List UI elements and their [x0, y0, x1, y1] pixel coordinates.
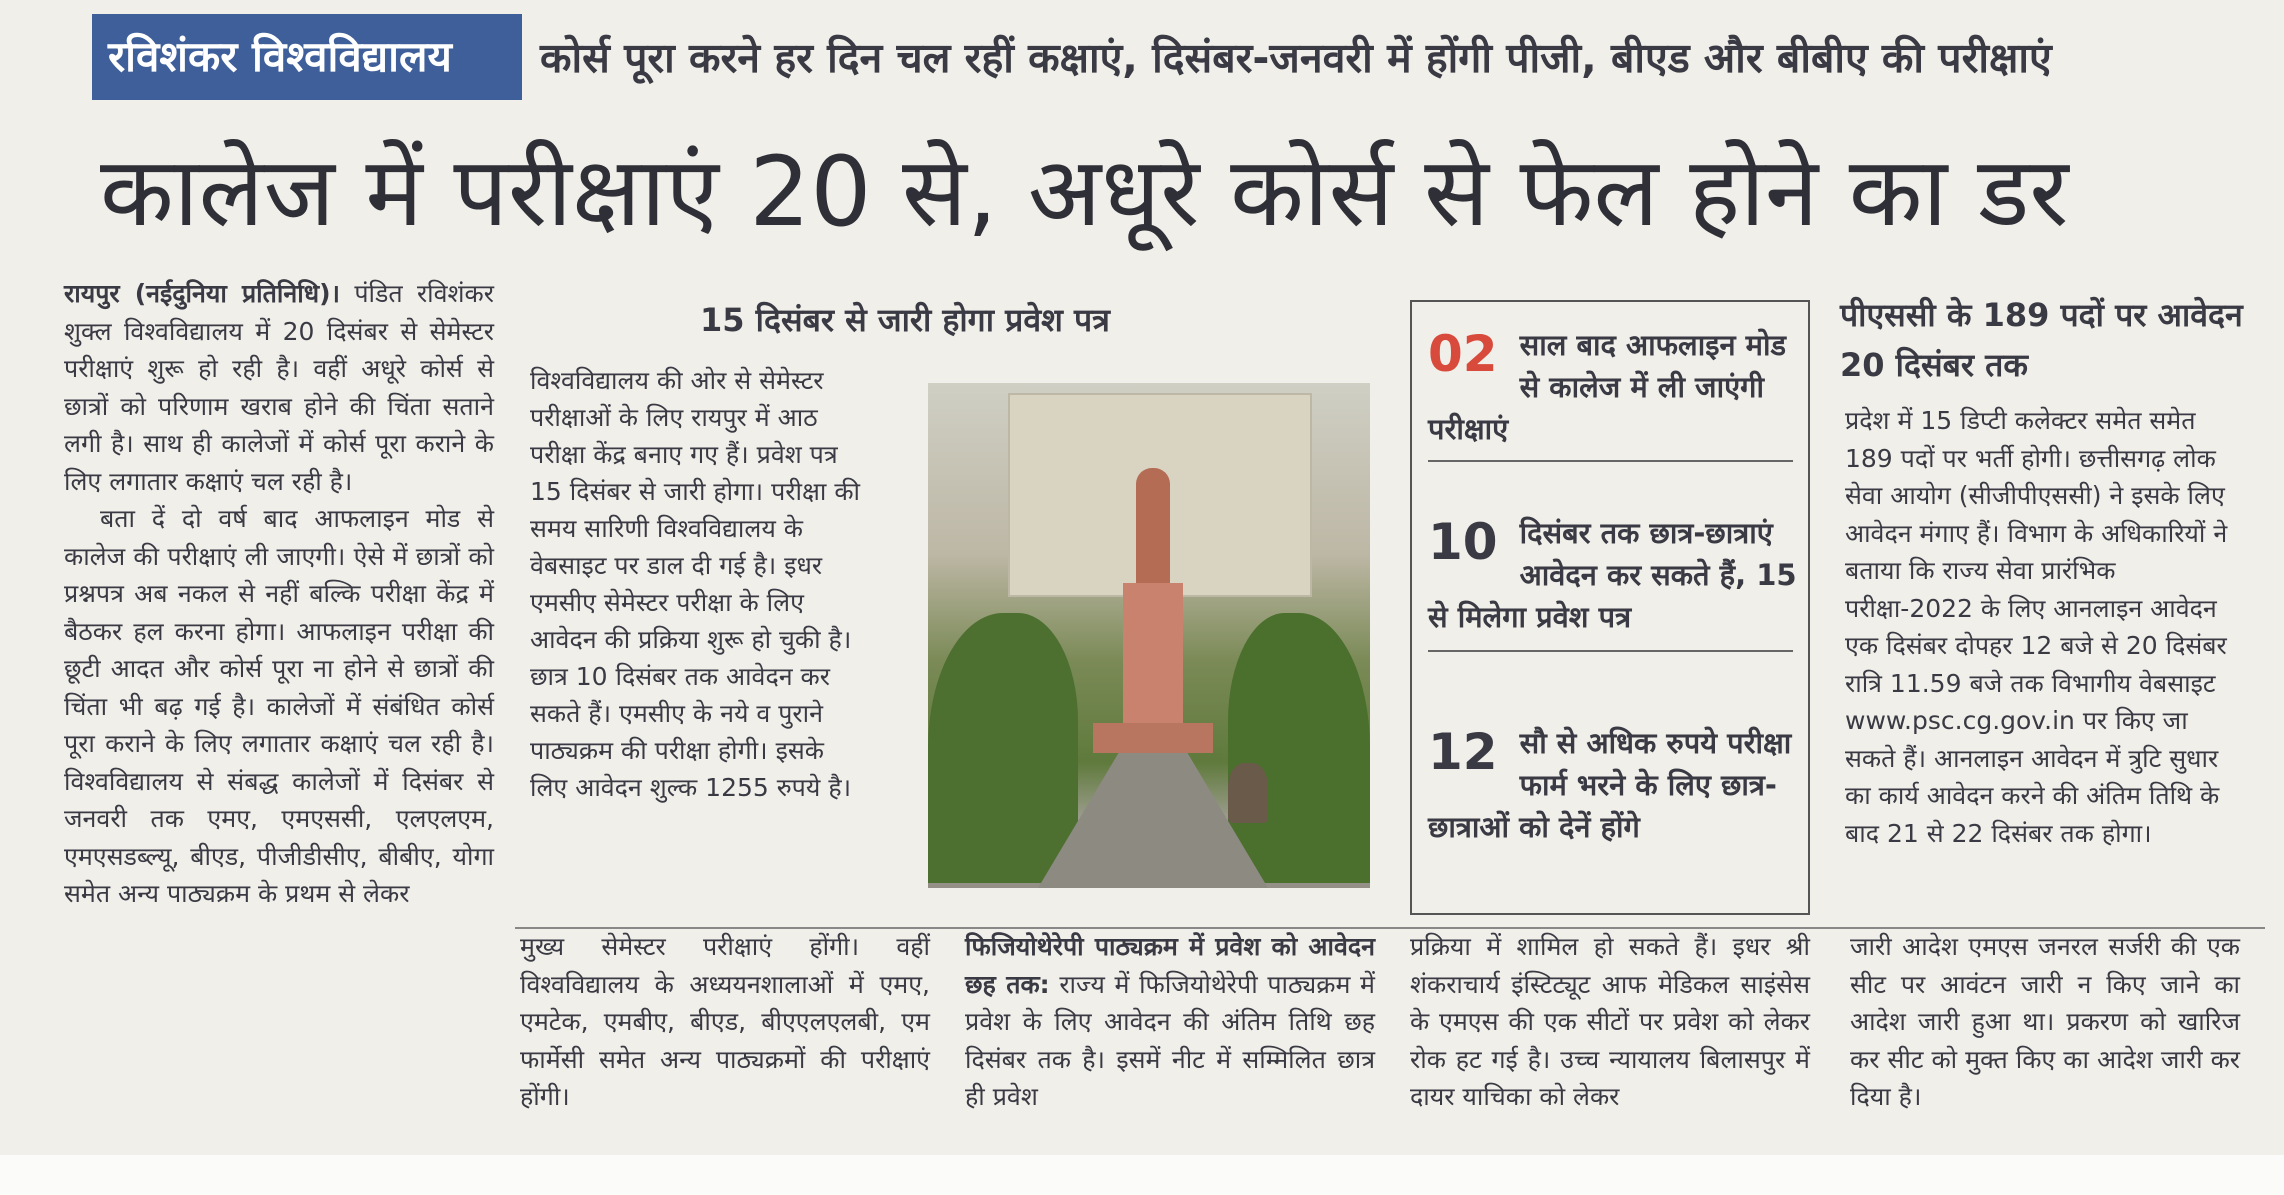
- lead-paragraph: पंडित रविशंकर शुक्ल विश्वविद्यालय में 20 दिसंबर से सेमेस्टर परीक्षाएं शुरू हो रही है। वहीं अधूरे कोर्स से छात्रों को परिणाम खराब होने की चिंता सताने लगी है। साथ ही कालेजों में कोर्स पूरा कराने के लिए लगातार कक्षाएं चल रही है।: [64, 279, 494, 496]
- divider: [1428, 460, 1793, 462]
- section-tag: रविशंकर विश्वविद्यालय: [92, 14, 522, 100]
- stat-number: 10: [1428, 513, 1498, 571]
- stat-item: [1428, 324, 1798, 450]
- gardener: [1228, 763, 1268, 823]
- hedge-right: [1228, 613, 1370, 883]
- subsection-heading: 15 दिसंबर से जारी होगा प्रवेश पत्र: [700, 301, 1110, 339]
- statue: [1136, 468, 1170, 588]
- sidebar-body: प्रदेश में 15 डिप्टी कलेक्टर समेत समेत 189 पदों पर भर्ती होगी। छत्तीसगढ़ लोक सेवा आयोग (सीजीपीएससी) ने इसके लिए आवेदन मंगाए हैं। विभाग के अधिकारियों ने बताया कि राज्य सेवा प्रारंभिक परीक्षा-2022 के लिए आनलाइन आवेदन एक दिसंबर दोपहर 12 बजे से 20 दिसंबर रात्रि 11.59 बजे तक विभागीय वेबसाइट www.psc.cg.gov.in पर किए जा सकते हैं। आनलाइन आवेदन में त्रुटि सुधार का कार्य आवेदन करने की अंतिम तिथि के बाद 21 से 22 दिसंबर तक होगा।: [1845, 406, 2228, 848]
- inline-heading: फिजियोथेरेपी पाठ्यक्रम में प्रवेश को आवेदन छह तक:: [965, 932, 1375, 999]
- dateline: रायपुर (नईदुनिया प्रतिनिधि)।: [64, 279, 341, 308]
- paragraph: राज्य में फिजियोथेरेपी पाठ्यक्रम में प्रवेश के लिए आवेदन की अंतिम तिथि छह दिसंबर तक है। इसमें नीट में सम्मिलित छात्र ही प्रवेश: [965, 969, 1376, 1111]
- stat-item: [1428, 722, 1798, 848]
- sidebar-heading: पीएससी के 189 पदों पर आवेदन 20 दिसंबर तक: [1840, 296, 2243, 384]
- bottom-column-3: [965, 928, 1375, 1116]
- stat-text: सौ से अधिक रुपये परीक्षा फार्म भरने के लिए छात्र-छात्राओं को देनें होंगे: [1428, 726, 1792, 844]
- stat-text: दिसंबर तक छात्र-छात्राएं आवेदन कर सकते हैं, 15 से मिलेगा प्रवेश पत्र: [1428, 516, 1797, 634]
- bottom-column-5: जारी आदेश एमएस जनरल सर्जरी की एक सीट पर आवंटन जारी न किए जाने का आदेश जारी हुआ था। प्रकरण को खारिज कर सीट को मुक्त किए का आदेश जारी कर दिया है।: [1850, 932, 2240, 1111]
- stat-number: 12: [1428, 723, 1498, 781]
- divider: [1428, 650, 1793, 652]
- article-column-2: विश्वविद्यालय की ओर से सेमेस्टर परीक्षाओं के लिए रायपुर में आठ परीक्षा केंद्र बनाए गए हैं। प्रवेश पत्र 15 दिसंबर से जारी होगा। परीक्षा की समय सारिणी विश्वविद्यालय के वेबसाइट पर डाल दी गई है। इधर एमसीए सेमेस्टर परीक्षा के लिए आवेदन की प्रक्रिया शुरू हो चुकी है। छात्र 10 दिसंबर तक आवेदन कर सकते हैं। एमसीए के नये व पुराने पाठ्यक्रम की परीक्षा होगी। इसके लिए आवेदन शुल्क 1255 रुपये है।: [530, 366, 861, 802]
- headline: कालेज में परीक्षाएं 20 से, अधूरे कोर्स से फेल होने का डर: [100, 136, 2069, 248]
- bottom-column-2: मुख्य सेमेस्टर परीक्षाएं होंगी। वहीं विश्वविद्यालय के अध्ययनशालाओं में एमए, एमटेक, एमबीए, बीएड, बीएएलएलबी, एम फार्मेसी समेत अन्य पाठ्यक्रमों की परीक्षाएं होंगी।: [520, 932, 930, 1111]
- stat-text: साल बाद आफलाइन मोड से कालेज में ली जाएंगी परीक्षाएं: [1428, 328, 1787, 446]
- pedestal: [1123, 583, 1183, 723]
- stats-box: [1410, 300, 1810, 915]
- paragraph: बता दें दो वर्ष बाद आफलाइन मोड से कालेज की परीक्षाएं ली जाएगी। ऐसे में छात्रों को प्रश्नपत्र अब नकल से नहीं बल्कि परीक्षा केंद्र में बैठकर हल करना होगा। आफलाइन परीक्षा की छूटी आदत और कोर्स पूरा ना होने से छात्रों की चिंता भी बढ़ गई है। कालेजों में संबंधित कोर्स पूरा कराने के लिए लगातार कक्षाएं चल रही है। विश्वविद्यालय से संबद्ध कालेजों में दिसंबर से जनवरी तक एमए, एमएससी, एलएलएम, एमएसडब्ल्यू, बीएड, पीजीडीसीए, बीबीए, योगा समेत अन्य पाठ्यक्रम के प्रथम से लेकर: [64, 504, 494, 908]
- page-edge: [0, 1155, 2284, 1195]
- stat-item: [1428, 512, 1798, 638]
- pedestal-base: [1093, 723, 1213, 753]
- bottom-column-4: प्रक्रिया में शामिल हो सकते हैं। इधर श्री शंकराचार्य इंस्टिट्यूट आफ मेडिकल साइंसेस के एमएस की एक सीटों पर प्रवेश को लेकर रोक हट गई है। उच्च न्यायालय बिलासपुर में दायर याचिका को लेकर: [1410, 932, 1810, 1111]
- hedge-left: [928, 613, 1078, 883]
- subheadline: कोर्स पूरा करने हर दिन चल रहीं कक्षाएं, दिसंबर-जनवरी में होंगी पीजी, बीएड और बीबीए की परीक्षाएं: [540, 34, 2052, 82]
- statue-photo: [928, 383, 1370, 888]
- stat-number: 02: [1428, 325, 1498, 383]
- article-column-1: [64, 275, 494, 913]
